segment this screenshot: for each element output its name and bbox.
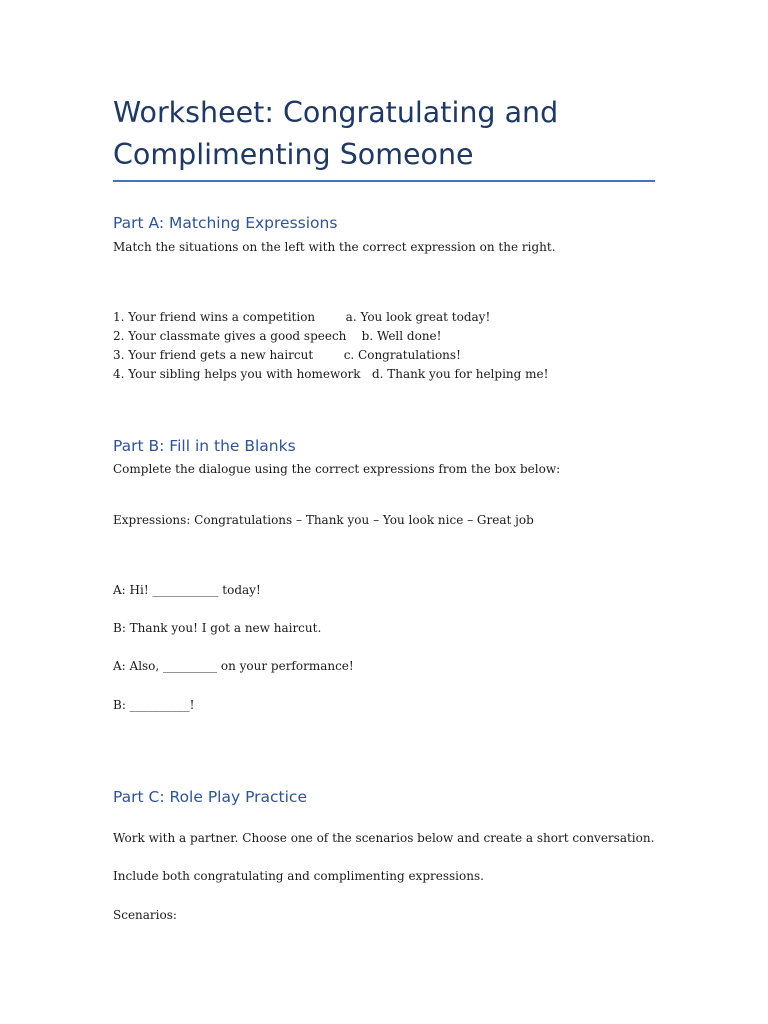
page-title: Worksheet: Congratulating and Complimenting Someone xyxy=(113,96,559,171)
expressions-box: Expressions: Congratulations – Thank you – You look nice – Great job xyxy=(113,513,534,527)
part-c-paragraph: Work with a partner. Choose one of the scenarios below and create a short conversation. xyxy=(113,831,655,845)
dialogue-line: A: Also, _________ on your performance! xyxy=(113,659,354,673)
part-b-instruction: Complete the dialogue using the correct expressions from the box below: xyxy=(113,462,561,476)
part-a-instruction: Match the situations on the left with the correct expression on the right. xyxy=(113,240,556,254)
scenarios-label: Scenarios: xyxy=(113,908,177,922)
matching-line: 1. Your friend wins a competition a. You look great today! xyxy=(113,310,491,324)
part-c-heading: Part C: Role Play Practice xyxy=(113,788,307,806)
title-underline xyxy=(113,180,655,182)
part-a-heading: Part A: Matching Expressions xyxy=(113,214,338,232)
matching-line: 4. Your sibling helps you with homework d. Thank you for helping me! xyxy=(113,367,549,381)
dialogue-line: B: Thank you! I got a new haircut. xyxy=(113,621,322,635)
matching-line: 2. Your classmate gives a good speech b. Well done! xyxy=(113,329,442,343)
dialogue-line: B: __________! xyxy=(113,698,195,712)
dialogue-line: A: Hi! ___________ today! xyxy=(113,583,261,597)
part-b-heading: Part B: Fill in the Blanks xyxy=(113,437,296,455)
matching-line: 3. Your friend gets a new haircut c. Congratulations! xyxy=(113,348,461,362)
part-c-paragraph: Include both congratulating and complimenting expressions. xyxy=(113,869,484,883)
